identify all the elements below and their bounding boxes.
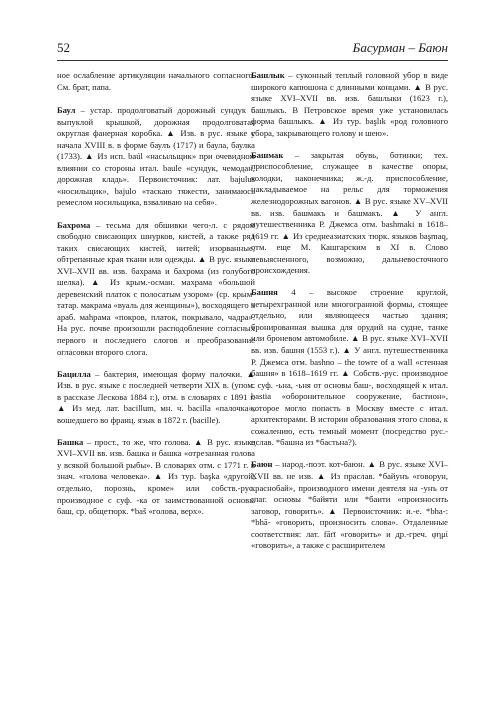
entry-bashka — [57, 437, 255, 518]
entry-body: – устар. продолговатый дорожный сундук с выпуклой крышкой, дорожная продолговатая округлая фанерная коробка. ▲ Изв. в рус. языке с начала XVIII в. в форме баулъ (1717) и баула, баулка (1733). ▲ Из исп. baúl «насыльщик» при очевидном влиянии со стороны итал. baule «сундук, чемодан, дорожная кладь». Первоисточник: лат. bajulus «носильщик», bajulo «таскаю тяжести, занимаюсь ремеслом носильщика, взваливаю на себя». — [57, 105, 255, 208]
entry-body: – закрытая обувь, ботинки; тех. приспособление, служащее в качестве опоры, колодки, наконечника; ж.-д. приспособление, накладываемое на рельс для торможения железнодорожных вагонов. ▲ В рус. языке XV–XVII вв. изв. башмакъ и башмакъ. ▲ У англ. путешественника Р. Джемса отм. bashmaki в 1618–1619 гг. ▲ Из среднеазиатских тюрк. языков başmaq, отм. еще М. Кашгарским в XI в. Слово невыясненного, возможно, дальневосточного происхождения. — [251, 149, 448, 276]
headword: Башка — [57, 436, 84, 447]
entry-body: 4 – высокое строение круглой, четырехгранной или многогранной формы, стоящее отдельно, или являющееся частью здания; бронированная вышка для орудий на судне, танке или броневом автомобиле. ▲ В рус. языке XVI–XVII вв. изв. башня (1553 г.). ▲ У англ. путешественника Р. Джемса отм. bashno – the towre of a wall «стенная башня» в 1618–1619 гг. ▲ Собств.-рус. производное с суф. -ьна, -ьня от основы баш-, восходящей к итал. bastia «оборонительное сооружение, бастион», которое могло попасть в Москву вместе с итал. архитекторами. В истории образования этого слова, к сожалению, есть темный момент (посредство рус.-цслав. *башна из *бастьна?). — [251, 287, 448, 448]
headword: Башлык — [251, 70, 285, 80]
entry-body: – тесьма для обшивки чего-л. с рядом свободно свисающих шнурков, кистей, а также ряд таких свисающих кистей, нитей; изорванные, обтрепанные края ткани или одежды. ▲ В рус. языке XVI–XVII вв. изв. бахрама и бахрома (из голубого шелка). ▲ Из крым.-осман. махрама «большой деревенский платок с полосатым узором» (ср. крым-татар. макрама «вуаль для женщины»), восходящего к араб. маhрама «покров, платок, покрывало, чадра». На рус. почве произошли расподобление согласных первого и последнего слогов и преобразование огласовки второго слога. — [57, 219, 255, 357]
entry-bashnya — [251, 287, 448, 449]
entry-baul — [57, 105, 255, 209]
continuation-text: ное ослабление артикуляции начального согласного. См. брат, папа. — [57, 70, 255, 92]
entry-bayun — [251, 459, 448, 551]
header-rule — [57, 60, 448, 61]
entry-body: – прост., то же, что голова. ▲ В рус. языке XVI–XVII вв. изв. башка и башка «отрезанная голова у всякой большой рыбы». В словарях отм. с 1771 г. в знач. «голова человека». ▲ Из тур. başka «другой, отдельно, порознь, кроме» или собств.-рус. производное с суф. -ка от заимствованной основы баш, ср. общетюрк. *baš «голова, верх». — [57, 436, 255, 517]
headword: Башня — [251, 287, 278, 298]
left-column — [57, 70, 255, 528]
headword: Бацилла — [57, 368, 91, 379]
right-column — [251, 70, 448, 562]
entry-body: – бактерия, имеющая форму палочки. ▲ Изв. в рус. языке с последней четверти XIX в. (упом. в рассказе Лескова 1884 г.), отм. в словарях с 1891 г. ▲ Из мед. лат. bacillum, мн. ч. bacilla «палочка», вошедшего во франц. язык в 1872 г. (bacille). — [57, 368, 255, 425]
entry-body: – народ.-поэт. кот-баюн. ▲ В рус. языке XVI–XVII вв. не изв. ▲ Из праслав. *байунъ «говорун, краснобай», производного имени деятеля на -унъ от глаг. основы *байяти или *баити «произносить заговор, говорить». ▲ Первоисточник: и.-е. *bha-: *bhā- «говорить, произносить слова». Отдаленные соответствия: лат. fārī «говорить» и др.-греч. φημί «говорить», а также с расширителем — [251, 459, 448, 551]
entry-bashmak — [251, 150, 448, 277]
headword: Баюн — [251, 459, 273, 470]
entry-body: – суконный теплый головной убор в виде широкого капюшона с длинными концами. ▲ В рус. языке XVI–XVII вв. изв. башлыки (1623 г.), башлыкъ. В Петровское время уже установилась форма башлыкъ. ▲ Из тур. başlık «род головного убора, закрывающего голову и шею». — [251, 70, 448, 138]
page-header — [57, 40, 448, 60]
headword: Башмак — [251, 149, 284, 160]
entry-batsilla — [57, 369, 255, 427]
page-number: 52 — [57, 40, 70, 55]
headword: Бахрома — [57, 219, 91, 230]
headword: Баул — [57, 105, 76, 116]
running-title: Басурман – Баюн — [352, 40, 448, 55]
entry-bashlyk — [251, 70, 448, 139]
entry-bakhroma — [57, 220, 255, 359]
